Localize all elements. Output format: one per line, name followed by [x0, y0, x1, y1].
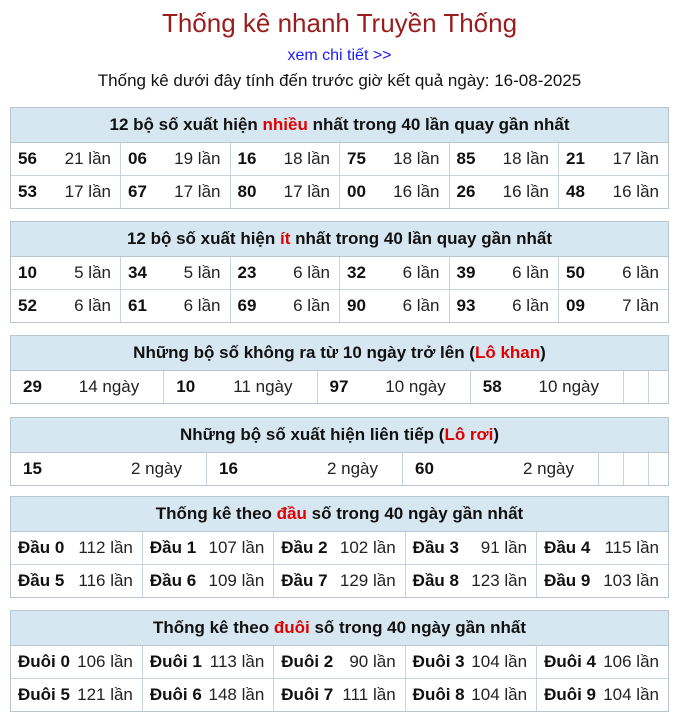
stat-count: 123 lần: [471, 571, 528, 590]
stat-number: 10: [176, 377, 196, 396]
header-text: Những bộ số không ra từ 10 ngày trở lên (: [133, 343, 475, 362]
stat-number: Đuôi 3: [412, 652, 465, 671]
stat-number: Đầu 6: [149, 571, 197, 590]
stat-cell: [403, 453, 599, 485]
stat-number: Đầu 1: [149, 538, 197, 557]
least-frequent-section: [10, 221, 669, 323]
stat-count: 6 lần: [402, 263, 440, 282]
detail-link[interactable]: xem chi tiết >>: [287, 47, 392, 64]
stat-cell: [274, 532, 405, 565]
stat-number: 80: [237, 182, 257, 201]
stat-count: 104 lần: [471, 685, 528, 704]
stat-count: 16 lần: [502, 182, 549, 201]
stat-cell: [142, 532, 273, 565]
stat-count: 18 lần: [393, 149, 440, 168]
stat-count: 6 lần: [293, 296, 330, 315]
stat-cell: [470, 371, 623, 403]
stat-count: 2 ngày: [130, 459, 182, 478]
stat-cell: [405, 565, 536, 598]
stat-cell: [11, 453, 207, 485]
duoi-table: [11, 646, 668, 711]
stat-count: 148 lần: [208, 685, 265, 704]
stat-count: 11 ngày: [233, 377, 293, 396]
stat-number: Đuôi 8: [412, 685, 465, 704]
stat-count: 17 lần: [64, 182, 111, 201]
stat-number: 90: [347, 296, 366, 315]
empty-cell: [624, 453, 649, 485]
stat-number: 15: [23, 459, 42, 478]
header-text: ): [540, 343, 546, 362]
stat-count: 10 ngày: [538, 377, 599, 396]
header-highlight: nhiều: [262, 115, 308, 134]
stat-number: 10: [18, 263, 37, 282]
stat-cell: [207, 453, 403, 485]
dau-table: [11, 532, 668, 597]
stat-number: Đuôi 0: [18, 652, 70, 671]
stat-number: Đầu 0: [18, 538, 65, 557]
stat-count: 90 lần: [349, 652, 396, 671]
stat-number: 00: [347, 182, 366, 201]
section-header: [11, 336, 668, 371]
stat-cell: [11, 371, 164, 403]
header-text: nhất trong 40 lần quay gần nhất: [290, 229, 553, 248]
stat-number: 32: [347, 263, 366, 282]
stat-cell: [340, 176, 450, 209]
stat-number: 56: [18, 149, 37, 168]
stat-cell: [405, 679, 536, 712]
table-row: [11, 257, 668, 290]
stat-number: Đầu 9: [544, 571, 591, 590]
stat-count: 7 lần: [622, 296, 659, 315]
most-frequent-section: [10, 107, 669, 209]
section-header: [11, 611, 668, 646]
header-text: Thống kê theo: [155, 504, 277, 523]
stat-number: 85: [456, 149, 476, 168]
stat-cell: [230, 257, 340, 290]
stat-number: Đuôi 9: [544, 685, 597, 704]
stat-cell: [11, 532, 142, 565]
header-highlight: Lô rơi: [444, 425, 494, 444]
header-highlight: đuôi: [273, 618, 310, 637]
stat-cell: [274, 565, 405, 598]
section-header: [11, 497, 668, 532]
table-row: [11, 143, 668, 176]
most-frequent-table: [11, 143, 668, 208]
stat-cell: [230, 290, 340, 323]
stat-cell: [142, 565, 273, 598]
stat-count: 106 lần: [77, 652, 133, 671]
stat-number: 48: [566, 182, 585, 201]
stat-number: 97: [329, 377, 349, 396]
stat-cell: [121, 176, 231, 209]
header-text: Những bộ số xuất hiện liên tiếp (: [179, 425, 445, 444]
header-text: số trong 40 ngày gần nhất: [309, 618, 527, 637]
lo-roi-section: [10, 417, 669, 486]
stat-count: 129 lần: [339, 571, 396, 590]
stat-count: 116 lần: [78, 571, 133, 590]
table-row: [11, 532, 668, 565]
stat-cell: [11, 143, 121, 176]
stat-number: 52: [18, 296, 37, 315]
stat-number: Đầu 2: [281, 538, 328, 557]
lo-khan-section: [10, 335, 669, 404]
stat-number: 61: [128, 296, 147, 315]
stat-cell: [11, 257, 121, 290]
stat-cell: [11, 565, 142, 598]
table-row: [11, 565, 668, 598]
stat-count: 6 lần: [622, 263, 659, 282]
empty-cell: [649, 453, 674, 485]
stat-count: 103 lần: [603, 571, 659, 590]
stat-cell: [405, 532, 536, 565]
stat-cell: [559, 290, 669, 323]
stat-cell: [230, 176, 340, 209]
empty-cell: [624, 371, 649, 403]
stat-cell: [537, 679, 668, 712]
header-text: Thống kê theo: [152, 618, 274, 637]
stat-number: 29: [23, 377, 42, 396]
page-title: Thống kê nhanh Truyền Thống: [161, 8, 518, 38]
stat-cell: [317, 371, 470, 403]
lo-khan-table: [11, 371, 673, 403]
stat-cell: [537, 565, 668, 598]
stat-count: 6 lần: [293, 263, 330, 282]
header-text: 12 bộ số xuất hiện: [126, 229, 280, 248]
section-header: [11, 418, 668, 453]
stat-count: 17 lần: [174, 182, 221, 201]
stat-count: 6 lần: [402, 296, 440, 315]
stat-cell: [340, 290, 450, 323]
stat-cell: [537, 646, 668, 679]
stat-cell: [11, 646, 142, 679]
stat-number: 16: [237, 149, 257, 168]
stat-number: 39: [456, 263, 476, 282]
stat-number: 60: [415, 459, 434, 478]
header-text: 12 bộ số xuất hiện: [109, 115, 263, 134]
lo-roi-table: [11, 453, 673, 485]
dau-section: [10, 496, 669, 598]
stat-cell: [340, 143, 450, 176]
stat-count: 109 lần: [208, 571, 265, 590]
stat-number: 58: [482, 377, 502, 396]
stat-count: 5 lần: [74, 263, 111, 282]
stat-count: 2 ngày: [326, 459, 378, 478]
stat-count: 16 lần: [393, 182, 440, 201]
stat-count: 115 lần: [604, 538, 659, 557]
stat-number: Đầu 5: [18, 571, 65, 590]
stat-cell: [449, 290, 559, 323]
stat-count: 6 lần: [512, 263, 549, 282]
empty-cell: [649, 371, 674, 403]
stat-number: Đầu 8: [412, 571, 459, 590]
stat-number: 69: [237, 296, 257, 315]
stat-cell: [559, 257, 669, 290]
page-subtitle: Thống kê dưới đây tính đến trước giờ kết quả ngày: 16-08-2025: [97, 71, 582, 90]
table-row: [11, 371, 673, 403]
stat-cell: [559, 143, 669, 176]
stat-count: 5 lần: [183, 263, 221, 282]
stat-count: 17 lần: [283, 182, 330, 201]
stat-cell: [230, 143, 340, 176]
stat-number: 93: [456, 296, 476, 315]
stat-number: Đuôi 6: [149, 685, 202, 704]
stat-count: 107 lần: [208, 538, 265, 557]
stat-number: 16: [219, 459, 238, 478]
stat-number: 09: [566, 296, 585, 315]
stat-cell: [449, 257, 559, 290]
section-header: [11, 108, 668, 143]
stat-count: 104 lần: [471, 652, 528, 671]
stat-count: 6 lần: [74, 296, 111, 315]
stat-count: 112 lần: [78, 538, 133, 557]
stat-cell: [274, 646, 405, 679]
table-row: [11, 290, 668, 323]
stat-count: 14 ngày: [78, 377, 140, 396]
stat-number: 21: [566, 149, 585, 168]
stat-cell: [340, 257, 450, 290]
stat-cell: [121, 290, 231, 323]
stat-count: 10 ngày: [385, 377, 446, 396]
stat-number: 50: [566, 263, 585, 282]
section-header: [11, 222, 668, 257]
stat-count: 106 lần: [603, 652, 659, 671]
stat-cell: [537, 532, 668, 565]
stat-cell: [11, 679, 142, 712]
stat-number: 34: [128, 263, 147, 282]
stat-cell: [142, 679, 273, 712]
stat-number: Đuôi 5: [18, 685, 70, 704]
stat-number: Đuôi 2: [281, 652, 334, 671]
stat-cell: [142, 646, 273, 679]
stat-cell: [449, 176, 559, 209]
stat-number: Đuôi 1: [149, 652, 202, 671]
stat-number: 06: [128, 149, 147, 168]
stat-count: 21 lần: [64, 149, 111, 168]
stat-count: 6 lần: [183, 296, 221, 315]
stat-count: 113 lần: [209, 652, 265, 671]
header-text: ): [493, 425, 500, 444]
stat-count: 6 lần: [512, 296, 549, 315]
stat-count: 121 lần: [77, 685, 133, 704]
stat-cell: [11, 290, 121, 323]
stat-number: Đuôi 7: [281, 685, 334, 704]
stat-cell: [559, 176, 669, 209]
table-row: [11, 453, 673, 485]
stat-number: 26: [456, 182, 476, 201]
stat-cell: [121, 143, 231, 176]
stat-count: 111 lần: [342, 685, 396, 704]
stat-count: 16 lần: [612, 182, 659, 201]
stat-number: Đầu 4: [544, 538, 591, 557]
stat-number: Đầu 7: [281, 571, 328, 590]
stat-cell: [449, 143, 559, 176]
stat-number: 53: [18, 182, 37, 201]
stat-count: 91 lần: [480, 538, 528, 557]
header-highlight: Lô khan: [474, 343, 541, 362]
header-text: số trong 40 ngày gần nhất: [306, 504, 524, 523]
stat-number: 23: [237, 263, 257, 282]
duoi-section: [10, 610, 669, 712]
stat-count: 2 ngày: [522, 459, 574, 478]
stat-number: Đuôi 4: [544, 652, 597, 671]
stat-count: 104 lần: [603, 685, 659, 704]
stat-cell: [164, 371, 317, 403]
stat-number: Đầu 3: [412, 538, 459, 557]
table-row: [11, 646, 668, 679]
stat-count: 102 lần: [339, 538, 396, 557]
stat-count: 17 lần: [612, 149, 659, 168]
stat-count: 18 lần: [502, 149, 549, 168]
header-highlight: ít: [280, 229, 291, 248]
header-text: nhất trong 40 lần quay gần nhất: [307, 115, 570, 134]
stat-cell: [274, 679, 405, 712]
stat-number: 67: [128, 182, 147, 201]
least-frequent-table: [11, 257, 668, 322]
stat-cell: [121, 257, 231, 290]
stat-number: 75: [347, 149, 366, 168]
header-highlight: đầu: [276, 504, 307, 523]
stat-count: 18 lần: [283, 149, 330, 168]
stat-cell: [11, 176, 121, 209]
empty-cell: [599, 453, 624, 485]
table-row: [11, 176, 668, 209]
stat-count: 19 lần: [174, 149, 221, 168]
stat-cell: [405, 646, 536, 679]
table-row: [11, 679, 668, 712]
